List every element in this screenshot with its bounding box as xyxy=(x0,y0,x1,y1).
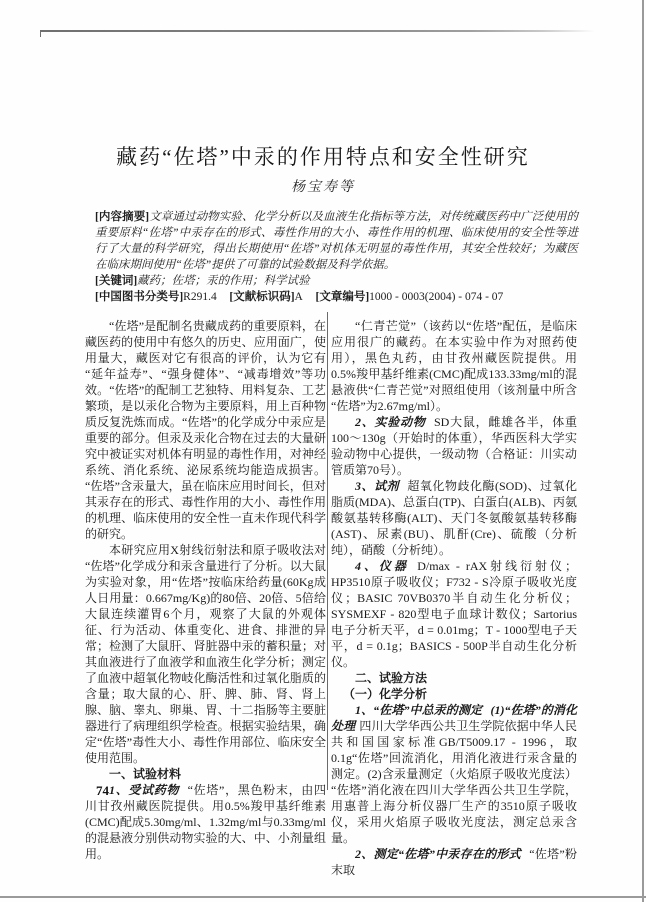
clc-label: [中国图书分类号] xyxy=(95,291,184,303)
abstract-paragraph xyxy=(95,209,578,273)
section-heading-methods: 二、试验方法 xyxy=(355,671,428,685)
body-right-column xyxy=(331,318,577,878)
classification-line xyxy=(95,289,578,305)
body-paragraph: 本研究应用X射线衍射法和原子吸收法对“佐塔”化学成分和汞含量进行了分析。以大鼠为实验对象，用“佐塔”按临床给药量(60Kg成人日用量：0.667mg/Kg)的80倍、20倍、5倍给大鼠连续灌胃6个月，观察了大鼠的外观体征、行为活动、体重变化、进食、排泄的异常；检测了大鼠肝、肾脏器中汞的蓄积量；对其血液进行了血液学和血液生化学分析；测定了血液中超氧化物岐化酶活性和过氧化脂质的含量；取大鼠的心、肝、脾、肺、肾、肾上腺、脑、睾丸、卵巢、胃、十二指肠等主要脏器进行了病理组织学检查。根据实验结果，确定“佐塔”毒性大小、毒性作用部位、临床安全使用范围。 xyxy=(85,543,326,765)
doc-code-label: [文献标识码] xyxy=(229,291,295,303)
body-paragraph xyxy=(331,414,577,478)
page-number: 74 xyxy=(96,783,109,798)
item-text: 超氧化物歧化酶(SOD)、过氧化脂质(MDA)、总蛋白(TP)、白蛋白(ALB)、丙氨酸氨基转移酶(ALT)、天门冬氨酸氨基转移酶(AST)、尿素(BU)、肌酐(Cre)、硫酸（分析纯），硝酸（分析纯）。 xyxy=(331,479,577,557)
item-text: “佐塔”，黑色粉末，由四川甘孜州藏医院提供。用0.5%羧甲基纤维素(CMC)配成5.30mg/ml、1.32mg/ml与0.33mg/ml的混悬液分别供动物实验的大、中、小剂量组用。 xyxy=(85,783,326,861)
body-left-column xyxy=(85,318,326,862)
keywords-label: [关键词] xyxy=(95,275,138,287)
body-paragraph xyxy=(331,846,577,878)
body-paragraph xyxy=(331,558,577,670)
section-heading-materials: 一、试验材料 xyxy=(109,767,182,781)
subsection-heading-chemical-analysis: （一）化学分析 xyxy=(343,687,428,701)
keywords-line xyxy=(95,273,578,289)
body-paragraph xyxy=(331,702,577,846)
body-paragraph: “佐塔”是配制名贵藏成药的重要原料，在藏医药的使用中有悠久的历史、应用面广，使用量大，藏医对它有很高的评价，认为它有“延年益寿”、“强身健体”、“减毒增效”等功效。“佐塔”的配制工艺独特、用料复杂、工艺繁琐，是以汞化合物为主要原料，用上百种物质反复洗炼而成。“佐塔”的化学成分中汞应是重要的部分。但汞及汞化合物在过去的大量研究中被证实对机体有明显的毒性作用，对神经系统、消化系统、泌尿系统均能造成损害。“佐塔”含汞量大，虽在临床应用时间长，但对其汞存在的形式、毒性作用的大小、毒性作用的机理、临床使用的安全性一直未作现代科学的研究。 xyxy=(85,319,326,541)
item-text: D/max - rAX射线衍射仪；HP3510原子吸收仪；F732 - S冷原子吸收光度仪；BASIC 70VB0370半自动生化分析仪；SYSMEXF - 820型电子血球计数仪；Sartorius电子分析天平，d = 0.01mg；T - 1000型电子天平，d = 0.1g；BASICS - 500P半自动生化分析仪。 xyxy=(331,559,577,669)
body-paragraph: “仁青芒觉”（该药以“佐塔”配伍，是临床应用很广的藏药。在本实验中作为对照药使用），黑色丸药，由甘孜州藏医院提供。用0.5%羧甲基纤维素(CMC)配成133.33mg/ml的混悬液供“仁青芒觉”对照组使用（该剂量中所含“佐塔”为2.67mg/ml）。 xyxy=(331,319,577,413)
item-label: 3、试剂 xyxy=(355,479,400,493)
page-top-rule-tick xyxy=(40,30,41,37)
abstract-block xyxy=(95,209,578,305)
item-text: SD大鼠，雌雄各半，体重100～130g（开始时的体重），华西医科大学实验动物中心提供，一级动物（合格证：川实动管质第70号）。 xyxy=(331,415,577,477)
item-label: 2、实验动物 xyxy=(355,415,426,429)
item-label: 1、受试药物 xyxy=(109,783,180,797)
keywords-text: 藏药；佐塔；汞的作用；科学试验 xyxy=(137,275,310,287)
item-label: 4、仪器 xyxy=(355,559,409,573)
article-id-value: 1000 - 0003(2004) - 074 - 07 xyxy=(369,291,504,303)
author-line: 杨宝寿等 xyxy=(291,180,355,195)
page-right-edge-rule xyxy=(642,0,644,902)
item-label: 1、“佐塔”中总汞的测定 xyxy=(355,703,483,717)
item-sublabel: (1)“佐塔”的消化处理 xyxy=(331,703,577,733)
item-text: “佐塔”粉末取 xyxy=(331,847,577,877)
abstract-text: 文章通过动物实验、化学分析以及血液生化指标等方法，对传统藏医药中广泛使用的重要原料“佐塔”中汞存在的形式、毒性作用的大小、毒性作用的机理、临床使用的安全性等进行了大量的科学研究，得出长期使用“佐塔”对机体无明显的毒性作用，其安全性较好；为藏医在临床期间使用“佐塔”提供了可靠的试验数据及科学依据。 xyxy=(95,211,578,271)
paper-title: 藏药“佐塔”中汞的作用特点和安全性研究 xyxy=(116,145,530,170)
body-paragraph xyxy=(331,478,577,558)
article-id-label: [文章编号] xyxy=(315,291,370,303)
doc-code-value: A xyxy=(294,291,303,303)
abstract-label: [内容摘要] xyxy=(95,211,150,223)
page-bottom-rule xyxy=(0,896,646,898)
body-paragraph xyxy=(85,782,326,862)
item-label: 2、测定“佐塔”中汞存在的形式 xyxy=(355,847,521,861)
page-top-rule xyxy=(40,30,612,32)
item-text: 四川大学华西公共卫生学院依据中华人民共和国国家标准GB/T5009.17 - 1996，取0.1g“佐塔”回流消化，用消化液进行汞含量的测定。(2)含汞量测定（火焰原子吸收光度法）“佐塔”消化液在四川大学华西公共卫生学院，用惠普上海分析仪器厂生产的3510原子吸收仪，采用火焰原子吸收光度法，测定总汞含量。 xyxy=(331,719,577,845)
column-divider-rule xyxy=(327,312,328,790)
clc-value: R291.4 xyxy=(183,291,217,303)
